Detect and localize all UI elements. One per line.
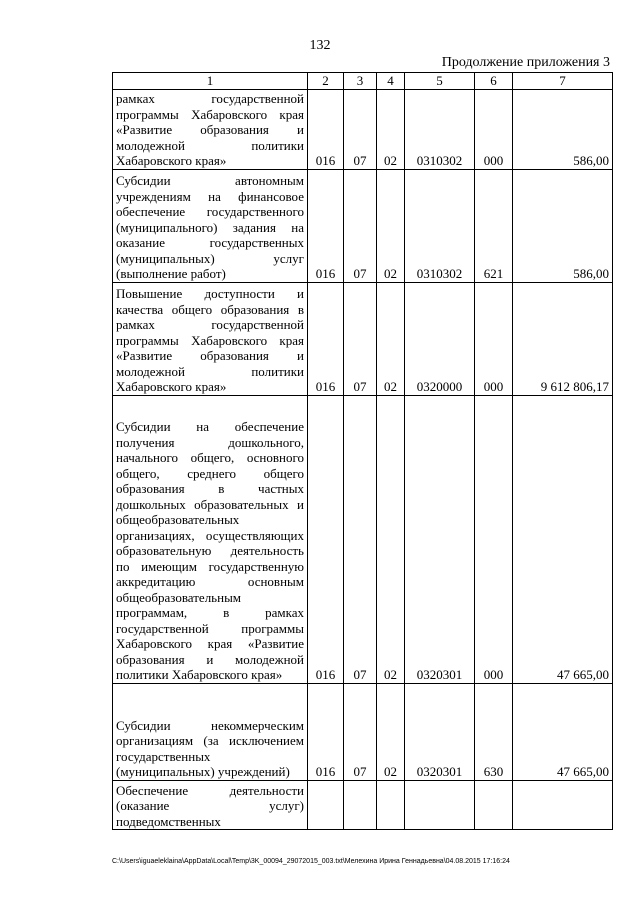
row-expense-type-code: 000: [475, 282, 513, 395]
row-section-code: 07: [344, 395, 377, 683]
row-section-code: 07: [344, 89, 377, 169]
row-expense-type-code: 621: [475, 169, 513, 282]
header-col-5: 5: [405, 73, 475, 90]
row-target-code: 0310302: [405, 89, 475, 169]
row-ministry-code: 016: [308, 683, 344, 780]
row-amount: 586,00: [513, 89, 613, 169]
header-col-4: 4: [377, 73, 405, 90]
row-description: рамках государственной программы Хабаровского края «Развитие образования и молодежной политики Хабаровского края»: [113, 89, 308, 169]
row-target-code: 0320301: [405, 683, 475, 780]
table-row: [113, 282, 613, 395]
row-target-code: 0310302: [405, 169, 475, 282]
header-col-7: 7: [513, 73, 613, 90]
row-description: Субсидии автономным учреждениям на финансовое обеспечение государственного (муниципального) задания на оказание государственных (муниципальных) услуг (выполнение работ): [113, 169, 308, 282]
row-amount: [513, 780, 613, 830]
table-row: [113, 89, 613, 169]
table-row: [113, 780, 613, 830]
row-amount: 9 612 806,17: [513, 282, 613, 395]
row-ministry-code: 016: [308, 282, 344, 395]
row-amount: 586,00: [513, 169, 613, 282]
row-description: Субсидии некоммерческим организациям (за исключением государственных (муниципальных) учреждений): [113, 683, 308, 780]
row-expense-type-code: 630: [475, 683, 513, 780]
row-subsection-code: 02: [377, 282, 405, 395]
row-amount: 47 665,00: [513, 683, 613, 780]
row-ministry-code: 016: [308, 89, 344, 169]
row-expense-type-code: [475, 780, 513, 830]
row-subsection-code: 02: [377, 395, 405, 683]
row-target-code: 0320301: [405, 395, 475, 683]
row-target-code: 0320000: [405, 282, 475, 395]
row-ministry-code: [308, 780, 344, 830]
row-subsection-code: 02: [377, 89, 405, 169]
row-ministry-code: 016: [308, 395, 344, 683]
header-col-6: 6: [475, 73, 513, 90]
row-ministry-code: 016: [308, 169, 344, 282]
row-subsection-code: 02: [377, 169, 405, 282]
page-number: 132: [309, 38, 331, 53]
budget-table: [112, 72, 613, 830]
table-header-row: [113, 73, 613, 90]
header-col-1: 1: [113, 73, 308, 90]
row-expense-type-code: 000: [475, 89, 513, 169]
appendix-continuation-label: Продолжение приложения 3: [441, 55, 610, 70]
row-section-code: [344, 780, 377, 830]
row-subsection-code: [377, 780, 405, 830]
row-section-code: 07: [344, 169, 377, 282]
table-row: [113, 169, 613, 282]
row-target-code: [405, 780, 475, 830]
footer-file-path: C:\Users\iguaeleklaina\AppData\Local\Temp\3K_00094_29072015_003.txt\Мелехина Ирина Геннадьевна\04.08.2015 17:16:24: [112, 858, 510, 865]
row-expense-type-code: 000: [475, 395, 513, 683]
row-description: Повышение доступности и качества общего образования в рамках государственной программы Хабаровского края «Развитие образования и молодежной политики Хабаровского края»: [113, 282, 308, 395]
row-amount: 47 665,00: [513, 395, 613, 683]
row-subsection-code: 02: [377, 683, 405, 780]
header-col-2: 2: [308, 73, 344, 90]
row-section-code: 07: [344, 282, 377, 395]
row-description: Обеспечение деятельности (оказание услуг) подведомственных: [113, 780, 308, 830]
header-col-3: 3: [344, 73, 377, 90]
table-row: [113, 683, 613, 780]
row-description: Субсидии на обеспечение получения дошкольного, начального общего, основного общего, среднего общего образования в частных дошкольных образовательных и общеобразовательных организациях, осуществляющих образовательную деятельность по имеющим государственную аккредитацию основным общеобразовательным программам, в рамках государственной программы Хабаровского края «Развитие образования и молодежной политики Хабаровского края»: [113, 395, 308, 683]
table-row: [113, 395, 613, 683]
row-section-code: 07: [344, 683, 377, 780]
